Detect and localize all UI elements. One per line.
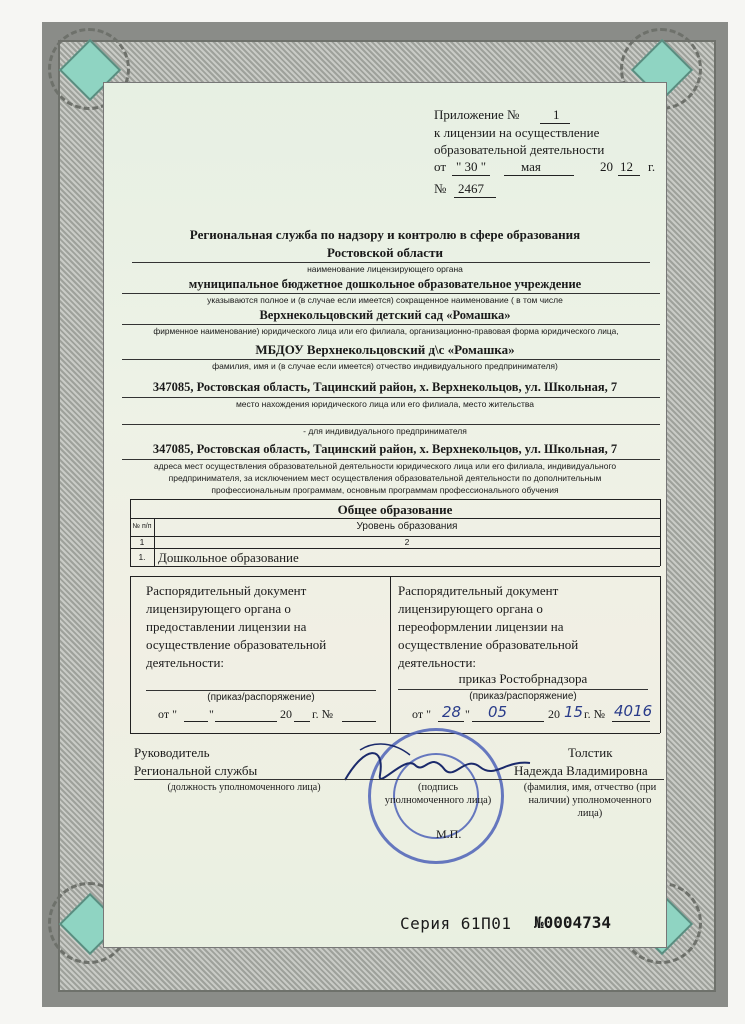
org-caption1: указываются полное и (в случае если имеется) сокращенное наименование ( в том числе bbox=[207, 295, 563, 305]
table-header-num: 1 bbox=[139, 537, 145, 547]
right-doc-quote: " bbox=[465, 707, 470, 721]
left-doc-year: 20 bbox=[280, 707, 292, 721]
right-doc-month: 05 bbox=[488, 703, 508, 721]
right-doc-line5: деятельности: bbox=[398, 655, 477, 670]
org-address: 347085, Ростовская область, Тацинский район, х. Верхнекольцов, ул. Школьная, 7 bbox=[152, 380, 618, 394]
signer-name: Надежда Владимировна bbox=[514, 763, 648, 778]
table-col-num: № п/п bbox=[132, 523, 152, 530]
authority-caption: наименование лицензирующего органа bbox=[307, 264, 463, 274]
right-doc-line1: Распорядительный документ bbox=[398, 583, 559, 598]
sign-caption1: (подпись bbox=[417, 782, 459, 793]
head-line1: Руководитель bbox=[134, 745, 210, 760]
right-doc-day: 28 bbox=[442, 703, 462, 721]
right-doc-year-prefix: 20 bbox=[548, 707, 560, 721]
left-doc-number-label: г. № bbox=[312, 707, 334, 721]
left-doc-line1: Распорядительный документ bbox=[146, 583, 307, 598]
right-doc-year: 15 bbox=[564, 703, 584, 721]
left-doc-quote: " bbox=[209, 707, 214, 721]
org-caption4: место нахождения юридического лица или его филиала, место жительства bbox=[235, 399, 535, 409]
left-doc-line3: предоставлении лицензии на bbox=[146, 619, 307, 634]
org-caption6a: адреса мест осуществления образовательной деятельности юридического лица или его филиала, индивидуального bbox=[153, 461, 617, 471]
appendix-label: Приложение № bbox=[434, 107, 520, 122]
org-caption3: фамилия, имя и (в случае если имеется) отчество индивидуального предпринимателя) bbox=[212, 361, 558, 371]
appendix-year-unit: г. bbox=[648, 159, 656, 174]
head-caption: (должность уполномоченного лица) bbox=[167, 782, 321, 793]
table-title: Общее образование bbox=[337, 502, 453, 517]
right-doc-from: от " bbox=[412, 707, 431, 721]
table-row1-level: Дошкольное образование bbox=[158, 550, 299, 565]
appendix-line2: образовательной деятельности bbox=[434, 142, 605, 157]
stamp-place-mp: М.П. bbox=[436, 827, 462, 841]
appendix-day: " 30 " bbox=[456, 159, 487, 174]
appendix-line1: к лицензии на осуществление bbox=[434, 125, 600, 140]
authority-line2: Ростовской области bbox=[327, 245, 443, 260]
right-doc-value: приказ Ростобрнадзора bbox=[458, 671, 588, 686]
name-caption1: (фамилия, имя, отчество (при bbox=[523, 782, 657, 793]
org-short-name: МБДОУ Верхнекольцовский д\с «Ромашка» bbox=[255, 342, 515, 357]
right-doc-number: 4016 bbox=[614, 702, 653, 720]
series-label: Серия 61П01 bbox=[400, 914, 512, 933]
org-caption2: фирменное наименование) юридического лица или его филиала, организационно-правовая форма юридического лица, bbox=[153, 326, 619, 336]
signer-surname: Толстик bbox=[568, 745, 613, 760]
left-doc-caption: (приказ/распоряжение) bbox=[207, 692, 315, 703]
license-number-label: № bbox=[434, 181, 447, 196]
name-caption3: лица) bbox=[577, 808, 603, 819]
org-name2: Верхнекольцовский детский сад «Ромашка» bbox=[259, 308, 511, 322]
license-number: 2467 bbox=[458, 181, 484, 196]
org-full-name: муниципальное бюджетное дошкольное образовательное учреждение bbox=[188, 277, 582, 291]
left-doc-line2: лицензирующего органа о bbox=[146, 601, 291, 616]
appendix-month: мая bbox=[521, 159, 541, 174]
appendix-from: от bbox=[434, 159, 447, 174]
appendix-year-prefix: 20 bbox=[600, 159, 613, 174]
appendix-number: 1 bbox=[553, 107, 560, 122]
series-number: №0004734 bbox=[534, 913, 612, 932]
right-doc-number-label: г. № bbox=[584, 707, 606, 721]
table-row1-num: 1. bbox=[138, 552, 146, 562]
appendix-year: 12 bbox=[620, 159, 633, 174]
sign-caption2: уполномоченного лица) bbox=[384, 795, 492, 806]
name-caption2: наличии) уполномоченного bbox=[528, 795, 652, 806]
right-doc-caption: (приказ/распоряжение) bbox=[469, 691, 577, 702]
org-caption5: - для индивидуального предпринимателя bbox=[303, 426, 467, 436]
left-doc-from: от " bbox=[158, 707, 177, 721]
table-header-level: 2 bbox=[404, 537, 410, 547]
right-doc-line2: лицензирующего органа о bbox=[398, 601, 543, 616]
table-col-level: Уровень образования bbox=[356, 521, 458, 532]
right-doc-line4: осуществление образовательной bbox=[398, 637, 579, 652]
authority-line1: Региональная служба по надзору и контролю в сфере образования bbox=[189, 227, 581, 242]
left-doc-line4: осуществление образовательной bbox=[146, 637, 327, 652]
org-caption6c: профессиональным программам, основным программам профессионального обучения bbox=[211, 485, 559, 495]
right-doc-line3: переоформлении лицензии на bbox=[398, 619, 564, 634]
org-address2: 347085, Ростовская область, Тацинский район, х. Верхнекольцов, ул. Школьная, 7 bbox=[152, 442, 618, 456]
left-doc-line5: деятельности: bbox=[146, 655, 225, 670]
org-caption6b: предпринимателя, за исключением мест осуществления образовательной деятельности по дополнительным bbox=[168, 473, 602, 483]
head-line2: Региональной службы bbox=[134, 763, 258, 778]
